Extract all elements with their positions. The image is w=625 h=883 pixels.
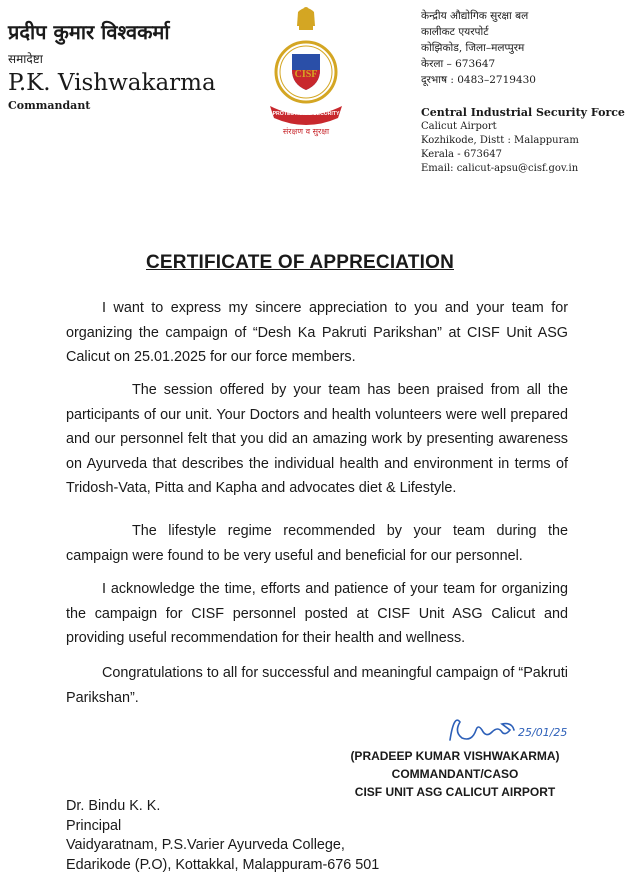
officer-name-hindi: प्रदीप कुमार विश्वकर्मा — [8, 20, 170, 44]
address-hindi-line: दूरभाष : 0483–2719430 — [421, 74, 536, 86]
handwritten-signature — [440, 710, 570, 750]
address-english — [421, 106, 625, 176]
recipient-address — [66, 797, 379, 875]
address-hindi — [421, 8, 536, 88]
address-hindi-line: कोझिकोड, जिला–मलप्पुरम — [421, 42, 525, 54]
officer-name-english: P.K. Vishwakarma — [8, 70, 216, 96]
address-english-heading: Central Industrial Security Force — [421, 106, 625, 119]
signatory-unit: CISF UNIT ASG CALICUT AIRPORT — [354, 785, 556, 799]
address-hindi-line: केरला – 673647 — [421, 58, 496, 70]
address-english-line: Calicut Airport — [421, 121, 497, 132]
certificate-title: CERTIFICATE OF APPRECIATION — [146, 252, 454, 273]
body-paragraph: Congratulations to all for successful and meaningful campaign of “Pakruti Parikshan”. — [66, 665, 568, 706]
address-english-line: Kozhikode, Distt : Malappuram — [421, 135, 579, 146]
cisf-logo-icon — [264, 4, 348, 144]
emblem-ribbon-text: PROTECTION & SECURITY — [272, 111, 340, 117]
address-hindi-line: कालीकट एयरपोर्ट — [421, 26, 489, 38]
signature-date: 25/01/25 — [518, 726, 568, 739]
address-hindi-line: केन्द्रीय औद्योगिक सुरक्षा बल — [421, 10, 529, 22]
emblem-logo-text: CISF — [294, 69, 318, 80]
emblem-motto: संरक्षण व सुरक्षा — [282, 127, 330, 136]
cisf-emblem — [264, 4, 348, 144]
address-english-line: Kerala - 673647 — [421, 149, 502, 160]
recipient-location: Edarikode (P.O), Kottakkal, Malappuram-676 501 — [66, 856, 380, 873]
recipient-institution: Vaidyaratnam, P.S.Varier Ayurveda College, — [66, 837, 345, 853]
officer-rank-english: Commandant — [8, 99, 91, 112]
signature-scribble-icon — [440, 710, 570, 750]
body-paragraph: I want to express my sincere appreciation to you and your team for organizing the campaign of “Desh Ka Pakruti Parikshan” at CISF Unit ASG Calicut on 25.01.2025 for our force members. — [66, 300, 568, 366]
signatory-name: (PRADEEP KUMAR VISHWAKARMA) — [350, 749, 560, 763]
body-paragraph: The lifestyle regime recommended by your team during the campaign were found to be very useful and beneficial for our personnel. — [66, 523, 568, 564]
signatory-designation: COMMANDANT/CASO — [391, 767, 519, 781]
recipient-name: Dr. Bindu K. K. — [66, 798, 161, 814]
signature-block — [340, 747, 570, 801]
address-email: Email: calicut-apsu@cisf.gov.in — [421, 163, 579, 174]
body-paragraph: The session offered by your team has been praised from all the participants of our unit. Your Doctors and health volunteers were well prepared and our personnel felt that you did an amazing work by presenting awareness on Ayurveda that describes the individual health and environment in terms of Tridosh-Vata, Pitta and Kapha and advocates diet & Lifestyle. — [66, 382, 568, 497]
officer-rank-hindi: समादेष्टा — [8, 52, 43, 66]
recipient-title: Principal — [66, 817, 122, 834]
body-paragraph: I acknowledge the time, efforts and patience of your team for organizing the campaign for CISF personnel posted at CISF Unit ASG Calicut and providing useful recommendation for their health and wellness. — [66, 581, 568, 647]
